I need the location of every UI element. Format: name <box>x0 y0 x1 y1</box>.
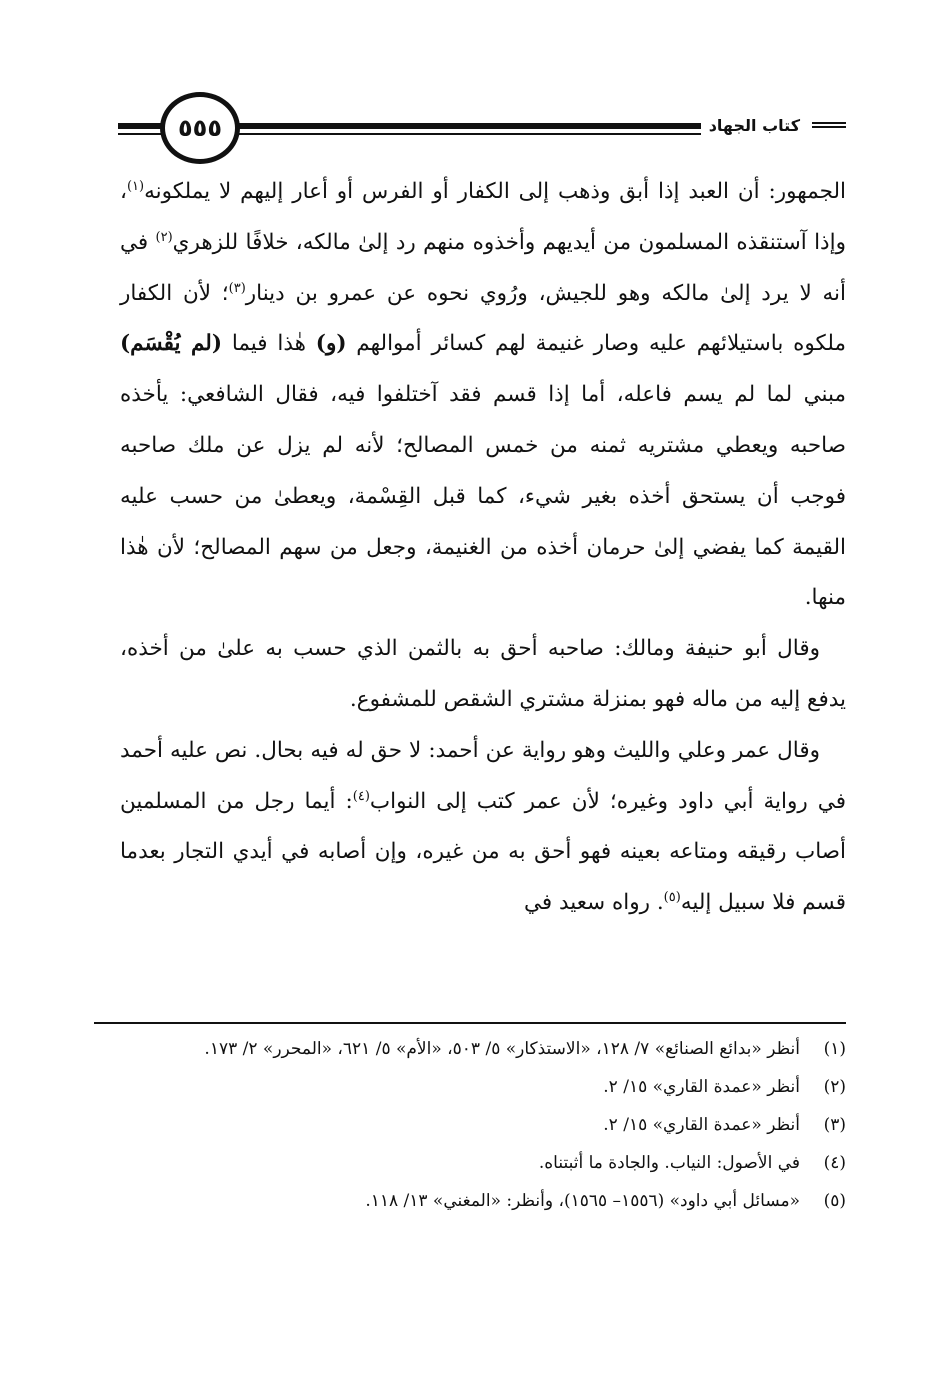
footnote-number: (٣) <box>823 1115 846 1135</box>
footnote-item <box>110 1110 846 1140</box>
paragraph-3 <box>120 726 846 929</box>
page-number-badge <box>160 92 240 164</box>
footnote-number: (٢) <box>823 1077 846 1097</box>
running-title: كتاب الجهاد <box>701 116 808 135</box>
paragraph-1 <box>120 167 846 624</box>
paragraph-2: وقال أبو حنيفة ومالك: صاحبه أحق به بالثمن الذي حسب به علىٰ من أخذه، يدفع إليه من ماله فهو بمنزلة مشتري الشقص للمشفوع. <box>120 636 846 712</box>
footnote-ref-5[interactable]: (٥) <box>663 890 681 905</box>
page-header <box>118 88 846 168</box>
footnote-ref-1[interactable]: (١) <box>126 178 145 194</box>
footnote-item <box>110 1148 846 1178</box>
text-run: . رواه سعيد في <box>523 890 664 916</box>
footnote-text: أنظر «عمدة القاري» ١٥/ ٢. <box>603 1115 800 1135</box>
footnotes <box>110 1034 846 1224</box>
footnote-separator <box>94 1022 846 1024</box>
footnote-ref-4[interactable]: (٤) <box>352 788 370 804</box>
text-run: مبني لما لم يسم فاعله، أما إذا قسم فقد آختلفوا فيه، فقال الشافعي: يأخذه صاحبه ويعطي مشتريه ثمنه من خمس المصالح؛ لأنه لم يزل عن ملك صاحبه فوجب أن يستحق أخذه بغير شيء، كما قبل القِسْمة، ويعطىٰ من حسب عليه القيمة كما يفضي إلىٰ حرمان أخذه من الغنيمة، وجعل من سهم المصالح؛ لأن هٰذا منها. <box>120 382 846 611</box>
text-run: وقال عمر وعلي والليث وهو رواية عن أحمد: لا حق له فيه بحال. نص عليه أحمد في رواية أبي داود وغيره؛ لأن عمر كتب إلى النواب <box>120 737 846 814</box>
text-run: الجمهور: أن العبد إذا أبق وذهب إلى الكفار أو الفرس أو أعار إليهم لا يملكونه <box>144 179 846 204</box>
footnote-text: «مسائل أبي داود» (١٥٥٦– ١٥٦٥)، وأنظر: «المغني» ١٣/ ١١٨. <box>365 1191 800 1211</box>
page-number: ٥٥٥ <box>178 114 222 142</box>
footnote-item <box>110 1072 846 1102</box>
footnote-number: (٤) <box>823 1153 846 1173</box>
footnote-item <box>110 1186 846 1216</box>
footnote-item <box>110 1034 846 1064</box>
matn-bold: (لم يُقْسَم) <box>120 331 223 357</box>
header-rule-right-thin <box>236 133 736 135</box>
footnote-text: في الأصول: النياب. والجادة ما أثبتناه. <box>538 1153 800 1173</box>
text-run: : أيما رجل من المسلمين أصاب رقيقه ومتاعه بعينه فهو أحق به من غيره، وإن أصابه في أيدي التجار بعدما قسم فلا سبيل إليه <box>120 788 846 916</box>
matn-bold: (و) <box>315 331 347 357</box>
text-run: ؛ لأن الكفار ملكوه باستيلائهم عليه وصار غنيمة لهم كسائر أموالهم <box>120 280 846 357</box>
header-rule-right <box>236 123 736 129</box>
footnote-ref-3[interactable]: (٣) <box>228 280 246 296</box>
footnote-text: أنظر «بدائع الصنائع» ٧/ ١٢٨، «الاستذكار» ٥/ ٥٠٣، «الأم» ٥/ ٦٢١، «المحرر» ٢/ ١٧٣. <box>204 1039 800 1059</box>
footnote-number: (١) <box>823 1039 846 1059</box>
text-run: ، وإذا آستنقذه المسلمون من أيديهم وأخذوه منهم رد إلىٰ مالكه، خلافًا للزهري <box>120 179 846 255</box>
running-title-dash <box>812 122 846 132</box>
text-run: هٰذا فيما <box>222 331 316 357</box>
footnote-text: أنظر «عمدة القاري» ١٥/ ٢. <box>603 1077 800 1097</box>
body-text <box>120 167 846 929</box>
footnote-number: (٥) <box>823 1191 846 1211</box>
text-run: في أنه لا يرد إلىٰ مالكه وهو للجيش، ورُوي نحوه عن عمرو بن دينار <box>120 229 846 306</box>
footnote-ref-2[interactable]: (٢) <box>155 229 173 245</box>
